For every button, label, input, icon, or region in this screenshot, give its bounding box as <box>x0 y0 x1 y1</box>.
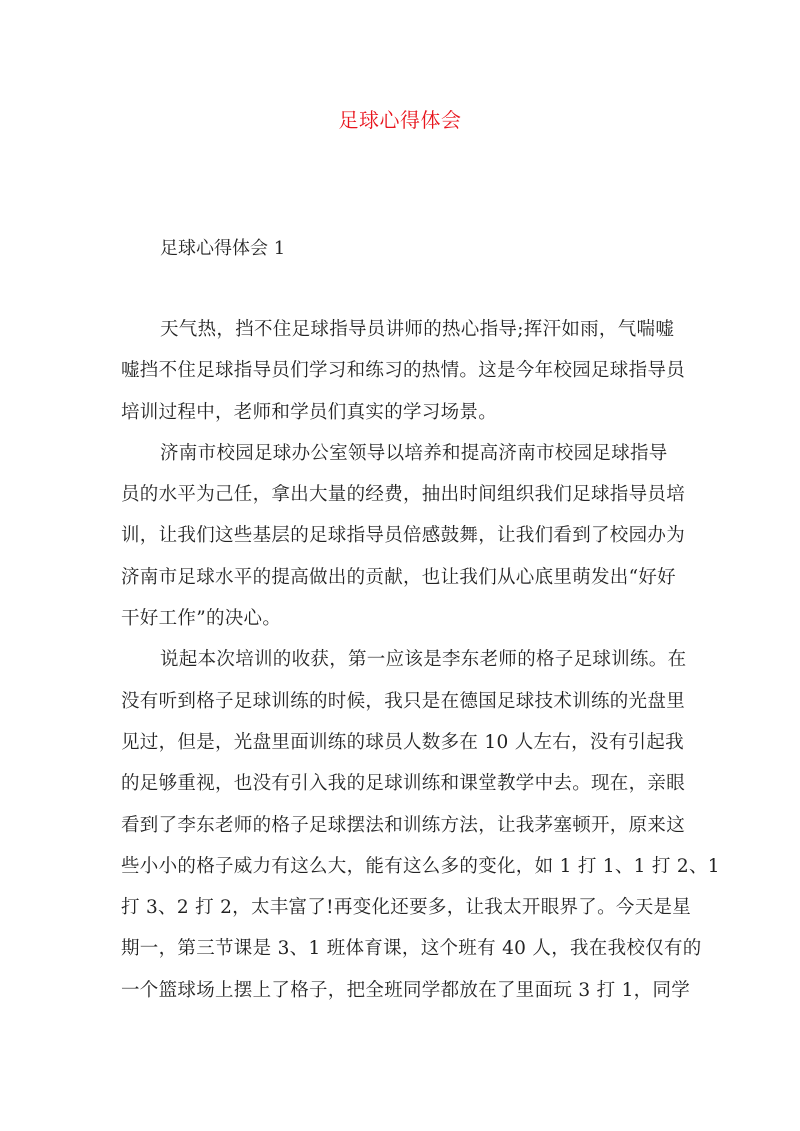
text-line: 培训过程中，老师和学员们真实的学习场景。 <box>121 401 498 423</box>
document-body <box>121 316 720 1018</box>
paragraph <box>121 646 720 1018</box>
text-line: 嘘挡不住足球指导员们学习和练习的热情。这是今年校园足球指导员 <box>121 360 686 382</box>
text-line: 没有听到格子足球训练的时候，我只是在德国足球技术训练的光盘里 <box>121 690 686 712</box>
section-heading: 足球心得体会 1 <box>160 238 286 259</box>
text-line: 看到了李东老师的格子足球摆法和训练方法，让我茅塞顿开，原来这 <box>121 814 686 836</box>
text-line: 期一，第三节课是 3、1 班体育课，这个班有 40 人，我在我校仅有的 <box>121 938 702 960</box>
text-line: 员的水平为己任，拿出大量的经费，抽出时间组织我们足球指导员培 <box>121 484 686 506</box>
text-line: 见过，但是，光盘里面训练的球员人数多在 10 人左右，没有引起我 <box>121 731 684 753</box>
text-line: 打 3、2 打 2，太丰富了!再变化还要多，让我太开眼界了。今天是星 <box>121 897 692 919</box>
text-line: 训，让我们这些基层的足球指导员倍感鼓舞，让我们看到了校园办为 <box>121 525 686 547</box>
text-line: 济南市足球水平的提高做出的贡献，也让我们从心底里萌发出“好好 <box>121 566 676 588</box>
text-line: 济南市校园足球办公室领导以培养和提高济南市校园足球指导 <box>160 442 668 464</box>
text-line: 些小小的格子威力有这么大，能有这么多的变化，如 1 打 1、1 打 2、1 <box>121 855 720 877</box>
text-line: 一个篮球场上摆上了格子，把全班同学都放在了里面玩 3 打 1，同学 <box>121 979 691 1001</box>
text-line: 天气热，挡不住足球指导员讲师的热心指导;挥汗如雨，气喘嘘 <box>160 319 675 340</box>
paragraph <box>121 440 701 646</box>
text-line: 说起本次培训的收获，第一应该是李东老师的格子足球训练。在 <box>160 649 687 671</box>
document-title: 足球心得体会 <box>338 108 462 132</box>
text-line: 的足够重视，也没有引入我的足球训练和课堂教学中去。现在，亲眼 <box>121 773 686 795</box>
text-line: 干好工作”的决心。 <box>121 608 282 630</box>
paragraph <box>121 316 701 440</box>
